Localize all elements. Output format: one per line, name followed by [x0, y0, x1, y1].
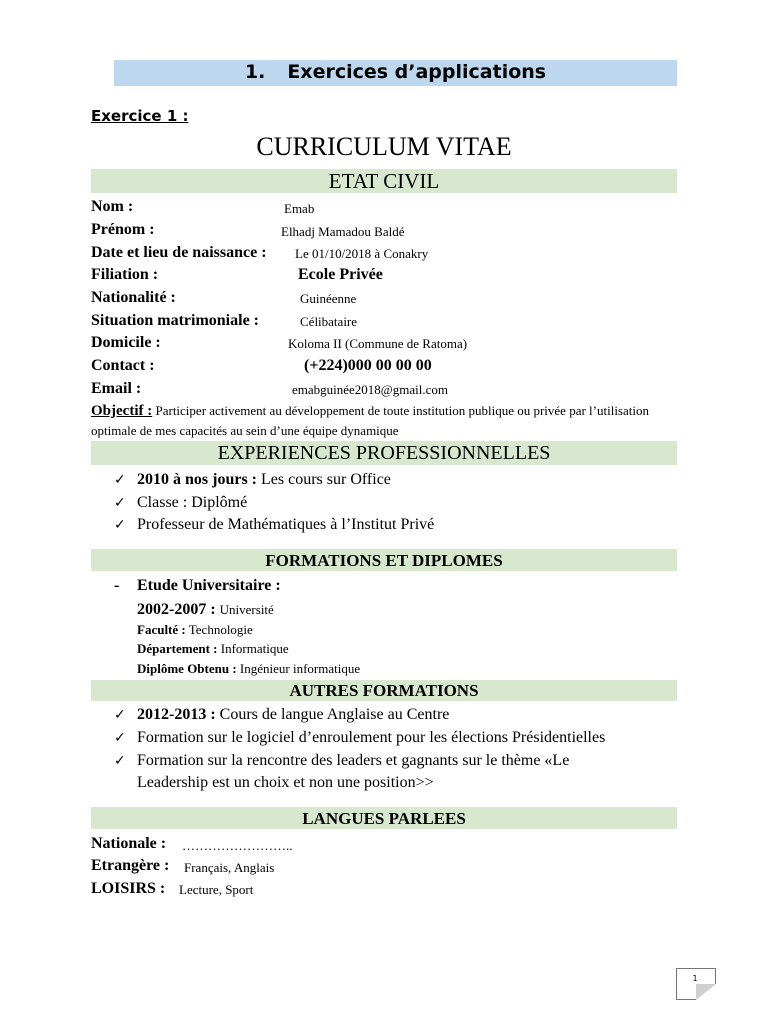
section-heading: [114, 61, 677, 83]
experience-years: 2010 à nos jours :: [137, 471, 258, 488]
autres-text: Formation sur la rencontre des leaders et gagnants sur le thème «Le: [137, 752, 570, 769]
email-label: Email :: [91, 380, 142, 397]
diplome-row: [137, 661, 360, 677]
nom-label: Nom :: [91, 198, 134, 215]
etrangere-value: Français, Anglais: [184, 860, 275, 875]
nom-value: Emab: [284, 201, 315, 216]
autres-text: Formation sur le logiciel d’enroulement pour les élections Présidentielles: [137, 729, 606, 746]
experiences-band: EXPERIENCES PROFESSIONNELLES: [91, 441, 677, 465]
departement-label: Département :: [137, 641, 218, 656]
page-curl-icon: [696, 984, 716, 1000]
page-number-box: [676, 968, 716, 1000]
nationalite-value: Guinéenne: [300, 291, 357, 306]
experience-text: Classe : Diplômé: [137, 494, 248, 511]
objectif-paragraph: [91, 401, 681, 440]
faculte-row: [137, 622, 253, 638]
checkmark-icon: ✓: [114, 495, 126, 511]
cv-title: CURRICULUM VITAE: [256, 132, 512, 161]
naissance-value: Le 01/10/2018 à Conakry: [295, 246, 429, 261]
autres-formations-band: AUTRES FORMATIONS: [91, 680, 677, 701]
experience-item: [114, 471, 391, 489]
autres-text-continued: Leadership est un choix et non une position>>: [137, 774, 434, 791]
checkmark-icon: ✓: [114, 707, 126, 723]
experience-item: [114, 516, 434, 534]
autres-item: [114, 706, 449, 724]
departement-value: Informatique: [220, 641, 289, 656]
etude-label: Etude Universitaire :: [137, 577, 281, 594]
domicile-value: Koloma II (Commune de Ratoma): [288, 336, 468, 351]
section-title: Exercices d’applications: [287, 61, 547, 83]
years-row: [137, 601, 274, 619]
contact-value: (+224)000 00 00 00: [304, 357, 432, 374]
etude-item: [114, 577, 281, 595]
dash-marker: -: [114, 577, 120, 594]
checkmark-icon: ✓: [114, 730, 126, 746]
diplome-label: Diplôme Obtenu :: [137, 661, 237, 676]
diplome-value: Ingénieur informatique: [239, 661, 361, 676]
filiation-label: Filiation :: [91, 266, 159, 283]
situation-label: Situation matrimoniale :: [91, 312, 259, 329]
page-number: 1: [692, 974, 698, 983]
departement-row: [137, 641, 289, 657]
prenom-value: Elhadj Mamadou Baldé: [281, 224, 405, 239]
years-value: Université: [219, 602, 274, 617]
formations-band: FORMATIONS ET DIPLOMES: [91, 549, 677, 571]
loisirs-label: LOISIRS :: [91, 880, 166, 897]
nationalite-label: Nationalité :: [91, 289, 176, 306]
prenom-label: Prénom :: [91, 221, 155, 238]
faculte-value: Technologie: [188, 622, 253, 637]
nationale-label: Nationale :: [91, 835, 167, 852]
autres-text: Cours de langue Anglaise au Centre: [219, 706, 450, 723]
etrangere-label: Etrangère :: [91, 857, 170, 874]
filiation-value: Ecole Privée: [298, 266, 383, 283]
autres-item: [114, 752, 569, 770]
experience-item: [114, 494, 247, 512]
etat-civil-band: ETAT CIVIL: [91, 169, 677, 193]
objectif-label: Objectif :: [91, 403, 153, 419]
loisirs-value: Lecture, Sport: [179, 882, 254, 897]
naissance-label: Date et lieu de naissance :: [91, 244, 267, 261]
autres-item: [114, 729, 605, 747]
checkmark-icon: ✓: [114, 517, 126, 533]
checkmark-icon: ✓: [114, 472, 126, 488]
objectif-value: Participer activement au développement de toute institution publique ou privée par l’utilisation optimale de mes capacités au sein d’une équipe dynamique: [91, 403, 649, 438]
situation-value: Célibataire: [300, 314, 358, 329]
years-label: 2002-2007 :: [137, 601, 216, 618]
autres-years: 2012-2013 :: [137, 706, 216, 723]
experience-text: Les cours sur Office: [261, 471, 391, 488]
checkmark-icon: ✓: [114, 753, 126, 769]
contact-label: Contact :: [91, 357, 155, 374]
section-number: 1.: [244, 61, 266, 83]
nationale-value: ……………………..: [182, 838, 293, 853]
exercise-label: Exercice 1 :: [91, 107, 189, 125]
email-value: emabguinée2018@gmail.com: [292, 382, 449, 397]
langues-band: LANGUES PARLEES: [91, 807, 677, 829]
experience-text: Professeur de Mathématiques à l’Institut Privé: [137, 516, 435, 533]
faculte-label: Faculté :: [137, 622, 186, 637]
domicile-label: Domicile :: [91, 334, 161, 351]
